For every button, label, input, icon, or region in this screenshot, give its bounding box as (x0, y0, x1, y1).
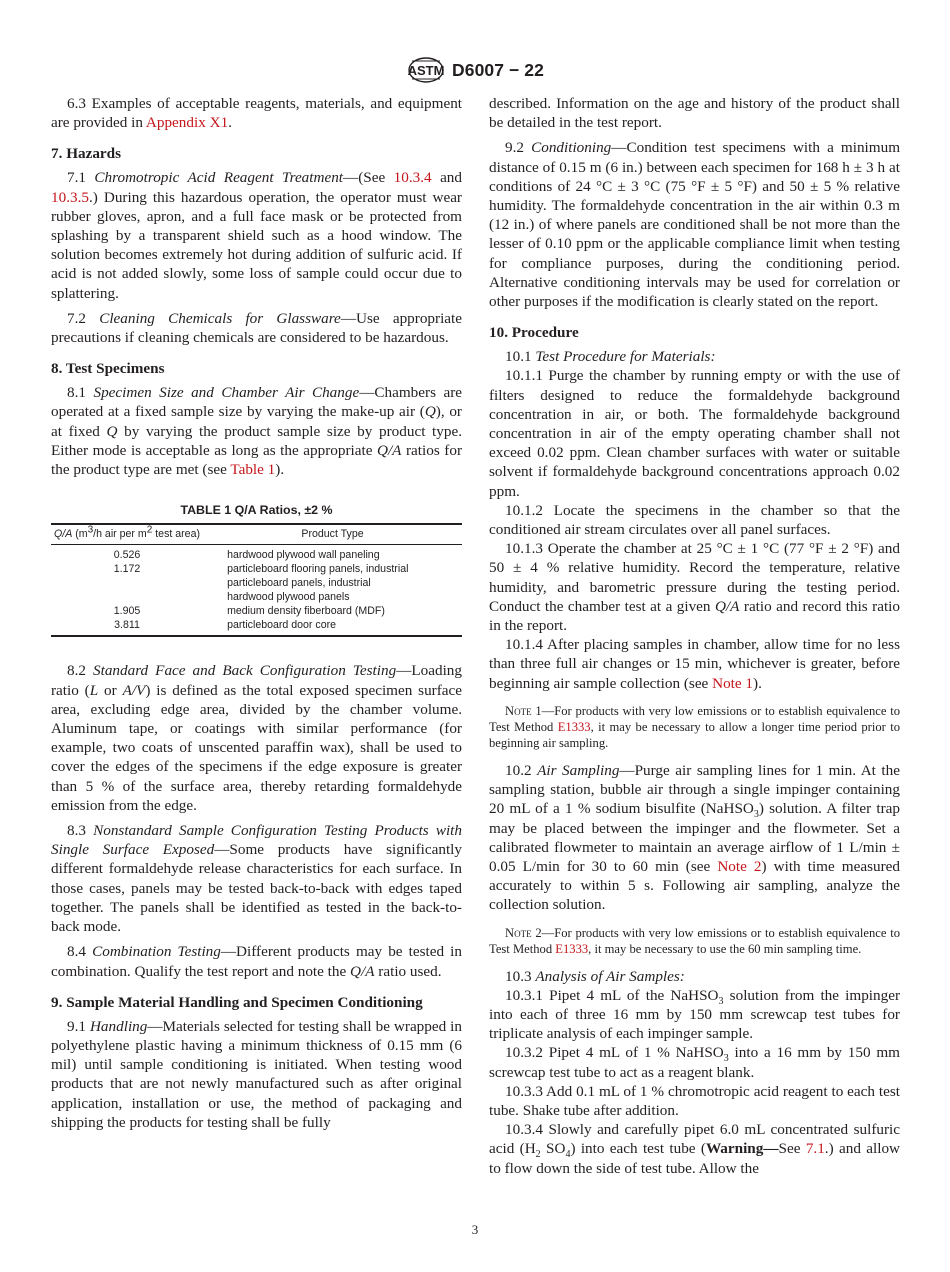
link-appendix-x1[interactable]: Appendix X1 (145, 114, 229, 132)
section-heading-procedure: 10. Procedure (489, 324, 579, 342)
section-number: 6.3 (67, 95, 86, 112)
paragraph-10-1-3: 10.1.3 Operate the chamber at 25 °C ± 1 °C (77 °F ± 2 °F) and 50 ± 4 % relative humidity. Record the temperature, relative humidity, and barometric pressure during the testing period. Conduct the chamber test at a given Q/A ratio and record this ratio in the report. (489, 540, 900, 635)
link-10-3-4[interactable]: 10.3.4 (393, 169, 432, 187)
paragraph-7-1: 7.1 Chromotropic Acid Reagent Treatment—(See 10.3.4 and 10.3.5.) During this hazardous operation, the operator must wear rubber gloves, apron, and a full face mask or be protected from splashing by a transparent shield such as a hood window. The solution becomes extremely hot during addition of sulfuric acid. If acid is not added slowly, some loss of sample could occur due to splattering. (51, 169, 462, 302)
table-row: 1.905 medium density fiberboard (MDF) (113, 605, 385, 618)
table-row: 0.526 hardwood plywood wall paneling (113, 549, 380, 562)
paragraph-8-2: 8.2 Standard Face and Back Configuration Testing—Loading ratio (L or A/V) is defined as the total exposed specimen surface area, excluding edge area, divided by the chamber volume. Aluminum tape, or coatings with similar performance (for example, two coats of unscented paraffin wax), shall be used to cover the edges of the specimens if the edge exposure is greater than 5 % of the surface area, thereby retarding formaldehyde emission from the edge. (51, 662, 463, 814)
astm-logo-icon (406, 56, 446, 84)
table-1 (51, 501, 462, 637)
left-column (51, 94, 462, 1132)
paragraph-8-1: 8.1 Specimen Size and Chamber Air Change—Chambers are operated at a fixed sample size by varying the make-up air (Q), or at fixed Q by varying the product sample size by product type. Either mode is acceptable as long as the appropriate Q/A ratios for the product type are met (see Table 1). (51, 384, 463, 479)
paragraph-10-1-2: 10.1.2 Locate the specimens in the chamber so that the conditioned air stream circulates over all panel surfaces. (489, 501, 900, 539)
paragraph-7-2: 7.2 Cleaning Chemicals for Glassware—Use appropriate precautions if cleaning chemicals are considered to be hazardous. (51, 309, 462, 347)
table-row: 1.172 particleboard flooring panels, industrial particleboard panels, industrial hardwood plywood panels (113, 563, 409, 604)
paragraph-8-3: 8.3 Nonstandard Sample Configuration Testing Products with Single Surface Exposed—Some products have significantly different formaldehyde release characteristics for each surface. In those cases, panels may be tested back-to-back with edges taped together. The panels shall be identified as tested in the back-to-back mode. (51, 822, 462, 936)
paragraph-10-1-4: 10.1.4 After placing samples in chamber, allow time for no less than three full air changes or 15 min, whichever is greater, before beginning air sample collection (see Note 1). (489, 636, 900, 692)
paragraph-10-1: 10.1 Test Procedure for Materials: (505, 348, 716, 366)
column-header-qa: Q/A ($m^3/h$ air per $m^2$ test area) (51, 524, 203, 545)
link-e1333[interactable]: E1333 (557, 719, 591, 734)
link-e1333[interactable]: E1333 (555, 941, 589, 956)
column-header-product-type: Product Type (203, 524, 462, 545)
link-note-2[interactable]: Note 2 (717, 857, 762, 875)
right-column (489, 94, 900, 1178)
paragraph-6-3: 6.3 Examples of acceptable reagents, materials, and equipment are provided in Appendix X1. (51, 95, 463, 132)
link-table-1[interactable]: Table 1 (230, 461, 276, 479)
section-heading-sample-handling: 9. Sample Material Handling and Specimen Conditioning (51, 993, 423, 1011)
paragraph-9-1: 9.1 Handling—Materials selected for testing shall be wrapped in polyethylene plastic having a minimum thickness of 0.15 mm (6 mil) until sample conditioning is initiated. When testing wood products that are not newly manufactured such as after original application, installation or use, the method of packaging and shipping the products for testing shall be fully (51, 1017, 462, 1131)
standard-designation: D6007 − 22 (452, 59, 544, 80)
section-heading-test-specimens: 8. Test Specimens (51, 360, 165, 378)
note-2: Note 2—For products with very low emissions or to establish equivalence to Test Method E1333, it may be necessary to use the 60 min sampling time. (489, 925, 900, 956)
paragraph-10-3-4: 10.3.4 Slowly and carefully pipet 6.0 mL concentrated sulfuric acid ($H_2$ $SO_4$) into each test tube (Warning—See 7.1.) and allow to flow down the side of test tube. Allow the (489, 1121, 901, 1177)
paragraph-10-3: 10.3 Analysis of Air Samples: (505, 967, 685, 985)
section-heading-hazards: 7. Hazards (51, 145, 122, 163)
paragraph-10-2: 10.2 Air Sampling—Purge air sampling lines for 1 min. At the sampling station, bubble air through a single impinger containing 20 mL of a 1 % sodium bisulfite (NaHSO$_3$) solution. A filter trap may be placed between the impinger and the flowmeter. Set a calibrated flowmeter to maintain an average airflow of 1 L/min ± 0.05 L/min for 30 to 60 min (see Note 2) with time measured accurately to within 5 s. Following air sampling, analyze the collection solution. (489, 761, 901, 914)
paragraph-10-1-1: 10.1.1 Purge the chamber by running empty or with the use of filters designed to reduce the formaldehyde background concentration in air, or both. The formaldehyde background concentration in air of the empty operating chamber shall not exceed 0.02 ppm. Clean chamber surfaces with water or suitable solvent if formaldehyde background concentrations approach 0.02 ppm. (489, 367, 901, 500)
page-header (0, 55, 950, 85)
link-7-1[interactable]: 7.1 (805, 1140, 825, 1158)
svg-text:ASTM: ASTM (407, 63, 445, 78)
paragraph-9-2: 9.2 Conditioning—Condition test specimens with a minimum distance of 0.15 m (6 in.) between each specimen for 168 h ± 3 h at conditions of 24 °C ± 3 °C (75 °F ± 5 °F) and 50 ± 5 % relative humidity. The formaldehyde concentration in the air within 0.3 m (12 in.) of where panels are conditioned shall be not more than the lesser of 0.10 ppm or the applicable compliance limit when testing for compliance purposes, during the conditioning period. Alternative conditioning intervals may be used for correlation or other purposes if the modification is clearly stated on the report. (489, 139, 901, 311)
link-10-3-5[interactable]: 10.3.5 (51, 188, 89, 206)
paragraph-10-3-2: 10.3.2 Pipet 4 mL of 1 % NaHSO$_3$ into a 16 mm by 150 mm screwcap test tube to act as a reagent blank. (489, 1044, 900, 1081)
paragraph-8-4: 8.4 Combination Testing—Different products may be tested in combination. Qualify the test report and note the Q/A ratio used. (51, 943, 462, 980)
page-number: 3 (471, 1222, 479, 1237)
link-note-1[interactable]: Note 1 (712, 674, 754, 692)
paragraph-10-3-1: 10.3.1 Pipet 4 mL of the NaHSO$_3$ solution from the impinger into each of three 16 mm by 150 mm screwcap test tubes for triplicate analysis of each impinger sample. (489, 986, 900, 1043)
qa-ratios-table (51, 523, 462, 637)
note-1: Note 1—For products with very low emissions or to establish equivalence to Test Method E1333, it may be necessary to allow a longer time period prior to beginning air sampling. (489, 703, 900, 750)
table-row: 3.811 particleboard door core (51, 618, 462, 636)
paragraph-9-1-continued: described. Information on the age and history of the product shall be detailed in the test report. (489, 95, 900, 132)
paragraph-10-3-3: 10.3.3 Add 0.1 mL of 1 % chromotropic acid reagent to each test tube. Shake tube after addition. (489, 1082, 900, 1119)
table-title: TABLE 1 Q/A Ratios, ±2 % (180, 503, 333, 518)
warning-label: Warning— (705, 1140, 779, 1158)
